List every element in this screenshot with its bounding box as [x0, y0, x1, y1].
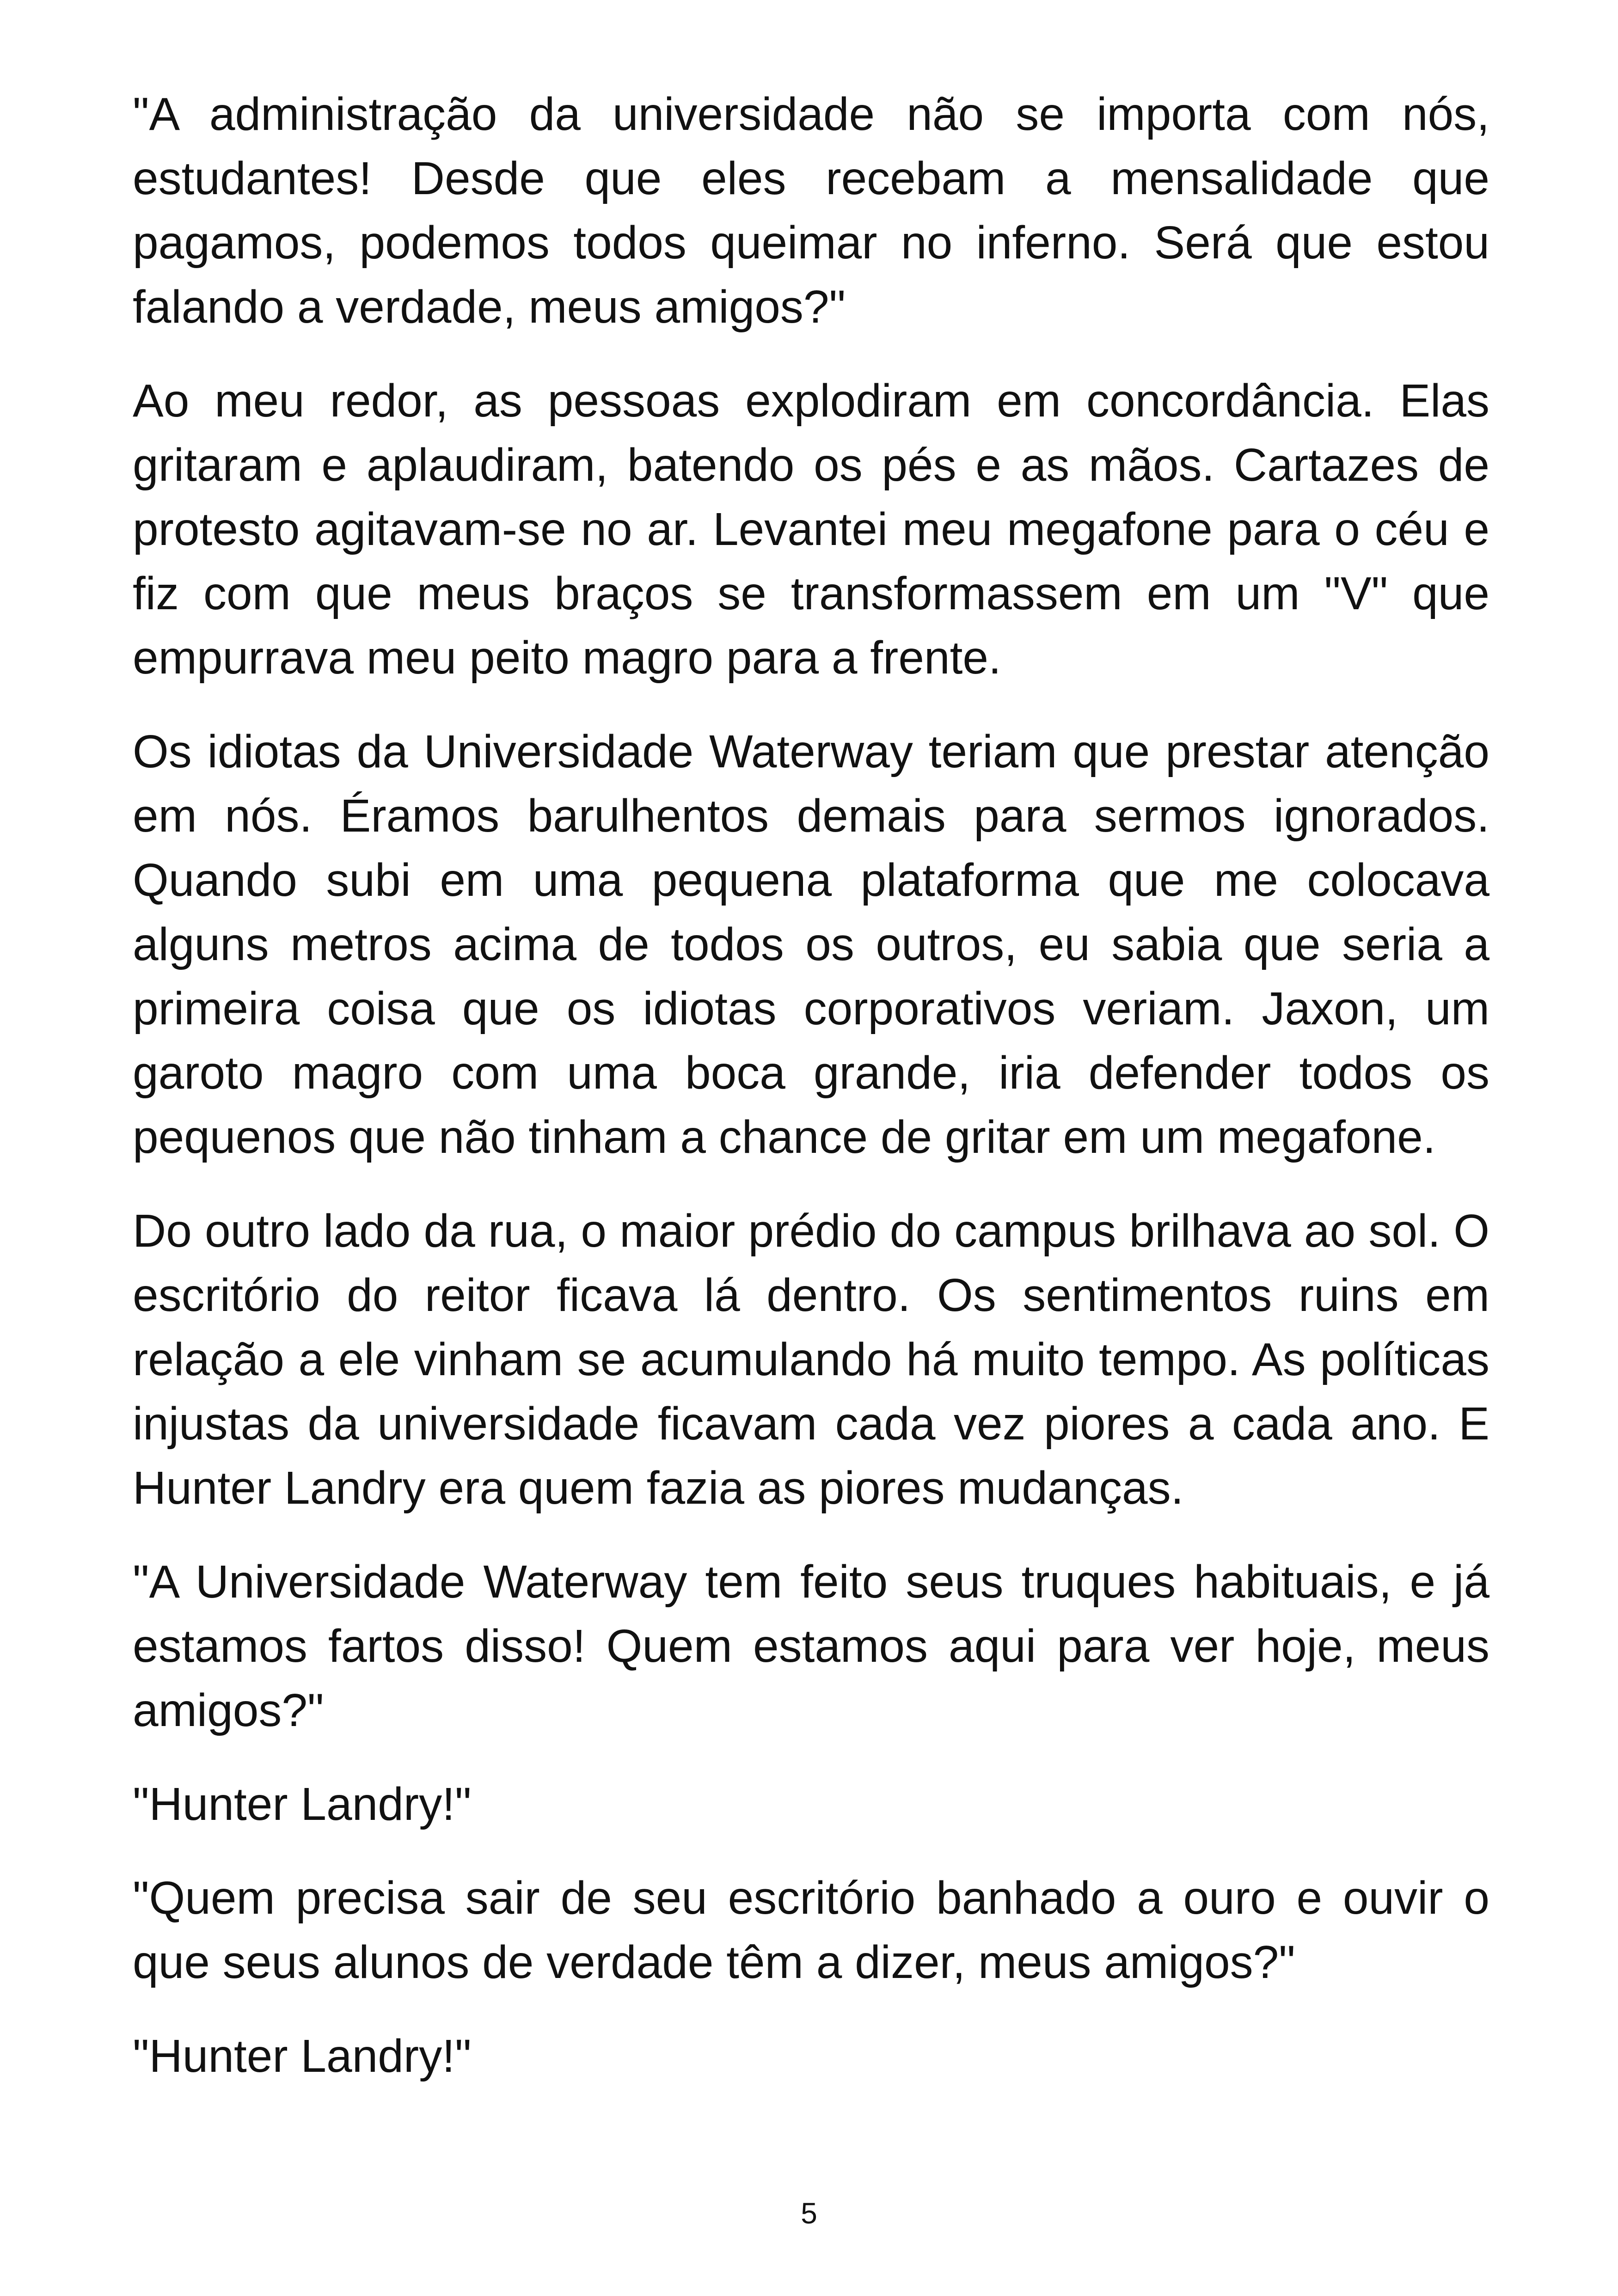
paragraph-5: "A Universidade Waterway tem feito seus truques habituais, e já estamos fartos disso! Quem estamos aqui para ver hoje, meus amigos?"	[133, 1556, 1489, 1736]
document-page	[133, 82, 1489, 2118]
paragraph-1: "A administração da universidade não se importa com nós, estudantes! Desde que eles recebam a mensalidade que pagamos, podemos todos queimar no inferno. Será que estou falando a verdade, meus amigos?"	[133, 88, 1489, 333]
paragraph-6: "Hunter Landry!"	[133, 1778, 472, 1830]
paragraph-4: Do outro lado da rua, o maior prédio do campus brilhava ao sol. O escritório do reitor ficava lá dentro. Os sentimentos ruins em relação a ele vinham se acumulando há muito tempo. As políticas injustas da universidade ficavam cada vez piores a cada ano. E Hunter Landry era quem fazia as piores mudanças.	[133, 1205, 1489, 1514]
page-number: 5	[801, 2197, 817, 2230]
paragraph-8: "Hunter Landry!"	[133, 2030, 472, 2082]
paragraph-3: Os idiotas da Universidade Waterway teriam que prestar atenção em nós. Éramos barulhentos demais para sermos ignorados. Quando subi em uma pequena plataforma que me colocava alguns metros acima de todos os outros, eu sabia que seria a primeira coisa que os idiotas corporativos veriam. Jaxon, um garoto magro com uma boca grande, iria defender todos os pequenos que não tinham a chance de gritar em um megafone.	[133, 726, 1489, 1163]
paragraph-7: "Quem precisa sair de seu escritório banhado a ouro e ouvir o que seus alunos de verdade têm a dizer, meus amigos?"	[133, 1872, 1489, 1988]
paragraph-2: Ao meu redor, as pessoas explodiram em concordância. Elas gritaram e aplaudiram, batendo os pés e as mãos. Cartazes de protesto agitavam-se no ar. Levantei meu megafone para o céu e fiz com que meus braços se transformassem em um "V" que empurrava meu peito magro para a frente.	[133, 375, 1489, 684]
